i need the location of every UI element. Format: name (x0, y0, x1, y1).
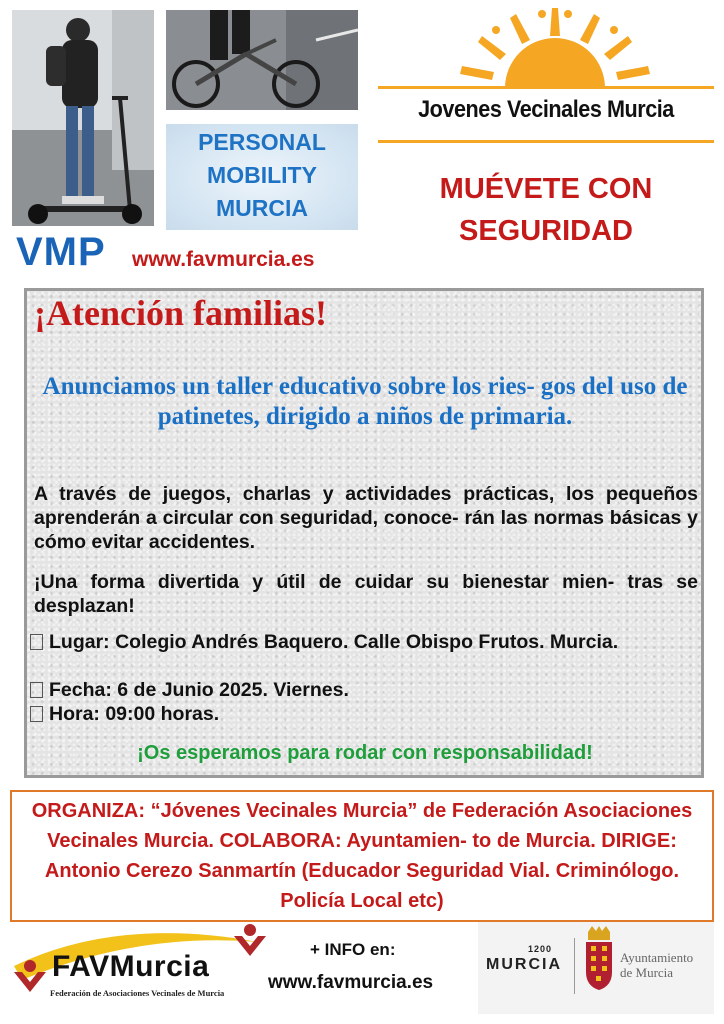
vmp-label: VMP (16, 230, 106, 274)
checkbox-icon (30, 706, 43, 722)
logo-divider-bottom (378, 140, 714, 143)
slogan (378, 168, 714, 252)
murcia-wordmark: MURCIA (486, 956, 562, 973)
murcia-year: 1200 (528, 944, 553, 954)
footer-website-link[interactable]: www.favmurcia.es (268, 972, 434, 993)
fav-name: FAVMurcia (52, 950, 210, 983)
ayuntamiento-line: de Murcia (620, 965, 674, 980)
scooter-photo (12, 10, 154, 226)
personal-mobility-line: MOBILITY (207, 162, 317, 188)
announcement-text: Anunciamos un taller educativo sobre los ries- gos del uso de patinetes, dirigido a niños de primaria. (42, 373, 688, 430)
fun-text: ¡Una forma divertida y útil de cuidar su bienestar mien- tras se desplazan! (34, 571, 698, 617)
bicycle-photo (166, 10, 358, 110)
slogan-line: SEGURIDAD (458, 215, 633, 247)
murcia-crest-icon (582, 926, 616, 992)
info-time (30, 702, 219, 726)
more-info-label: + INFO en: (310, 940, 396, 959)
checkbox-icon (30, 634, 43, 650)
sun-logo-icon (440, 4, 670, 90)
attention-heading: ¡Atención familias! (34, 293, 327, 333)
info-date (30, 678, 349, 702)
closing-text: ¡Os esperamos para rodar con responsabilidad! (137, 742, 593, 764)
ayuntamiento-line: Ayuntamiento (620, 950, 694, 965)
ayuntamiento-wordmark (620, 950, 693, 980)
organiza-text: ORGANIZA: “Jóvenes Vecinales Murcia” de Federación Asociaciones Vecinales Murcia. COLABORA: Ayuntamien- to de Murcia. DIRIGE: Antonio Cerezo Sanmartín (Educador Seguridad Vial. Criminólogo. Policía Local etc) (31, 800, 693, 912)
header-website-link[interactable]: www.favmurcia.es (132, 248, 315, 271)
slogan-line: MUÉVETE CON (439, 173, 653, 205)
time-text: Hora: 09:00 horas. (49, 703, 220, 725)
logo-title: Jovenes Vecinales Murcia (418, 96, 674, 123)
place-text: Lugar: Colegio Andrés Baquero. Calle Obispo Frutos. Murcia. (49, 631, 619, 653)
fav-subtitle: Federación de Asociaciones Vecinales de Murcia (50, 988, 225, 998)
personal-mobility-line: MURCIA (216, 195, 308, 221)
logo-separator (574, 938, 575, 994)
info-place (30, 630, 694, 654)
description-text: A través de juegos, charlas y actividades prácticas, los pequeños aprenderán a circular con seguridad, conoce- rán las normas básicas y cómo evitar accidentes. (34, 483, 698, 553)
logo-divider-top (378, 86, 714, 89)
personal-mobility-box (166, 124, 358, 230)
personal-mobility-line: PERSONAL (198, 129, 326, 155)
date-text: Fecha: 6 de Junio 2025. Viernes. (49, 679, 349, 701)
checkbox-icon (30, 682, 43, 698)
